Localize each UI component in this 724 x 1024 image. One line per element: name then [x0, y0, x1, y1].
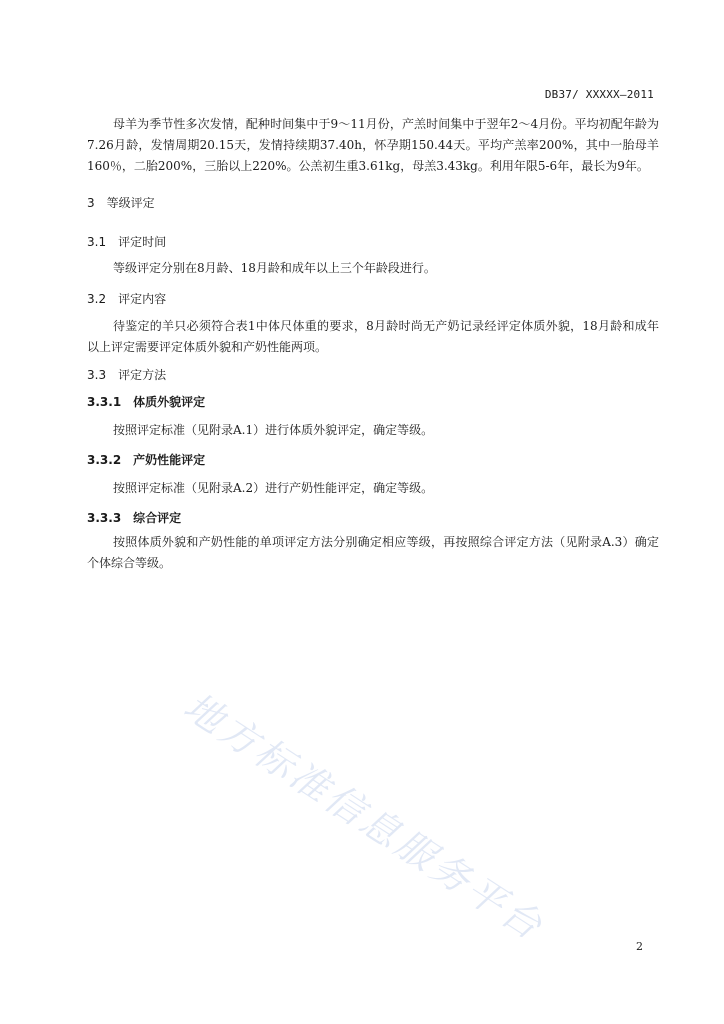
- section-3-3-2-number: 3.3.2: [87, 453, 122, 467]
- section-3-1-title: 评定时间: [118, 235, 167, 249]
- section-3-1-number: 3.1: [87, 235, 107, 249]
- section-3-2-number: 3.2: [87, 292, 107, 306]
- section-3-3-3-title: 综合评定: [133, 511, 182, 525]
- section-3-1-text: 等级评定分别在8月龄、18月龄和成年以上三个年龄段进行。: [113, 261, 436, 275]
- section-3-3-2-heading: [87, 451, 205, 468]
- section-3-3-3-heading: [87, 509, 181, 526]
- section-3-3-title: 评定方法: [118, 368, 167, 382]
- section-3-2-title: 评定内容: [118, 292, 167, 306]
- section-3-heading: [87, 194, 155, 211]
- section-3-3-1-number: 3.3.1: [87, 395, 122, 409]
- section-3-number: 3: [87, 196, 95, 210]
- page-number: 2: [636, 940, 643, 953]
- intro-paragraph: 母羊为季节性多次发情，配种时间集中于9～11月份，产羔时间集中于翌年2～4月份。平均初配年龄为7.26月龄，发情周期20.15天，发情持续期37.40h，怀孕期150.44天。平均产羔率200%，其中一胎母羊160％，二胎200%，三胎以上220%。公羔初生重3.61kg，母羔3.43kg。利用年限5-6年，最长为9年。: [87, 117, 659, 173]
- section-3-3-1-text: 按照评定标准（见附录A.1）进行体质外貌评定，确定等级。: [113, 423, 434, 437]
- section-3-3-number: 3.3: [87, 368, 107, 382]
- section-3-3-3-number: 3.3.3: [87, 511, 122, 525]
- section-3-3-2-title: 产奶性能评定: [133, 453, 206, 467]
- section-3-1-heading: [87, 233, 166, 250]
- section-3-2-text: 待鉴定的羊只必须符合表1中体尺体重的要求，8月龄时尚无产奶记录经评定体质外貌，18月龄和成年以上评定需要评定体质外貌和产奶性能两项。: [87, 319, 659, 354]
- section-3-2-heading: [87, 290, 166, 307]
- section-3-3-2-text: 按照评定标准（见附录A.2）进行产奶性能评定，确定等级。: [113, 481, 434, 495]
- section-3-3-heading: [87, 366, 166, 383]
- section-3-3-1-heading: [87, 393, 205, 410]
- watermark-text: 地方标准信息服务平台: [176, 683, 553, 950]
- document-code: DB37/ XXXXX—2011: [544, 88, 654, 101]
- section-3-title: 等级评定: [106, 196, 155, 210]
- section-3-3-3-text: 按照体质外貌和产奶性能的单项评定方法分别确定相应等级，再按照综合评定方法（见附录A.3）确定个体综合等级。: [87, 535, 659, 570]
- section-3-3-1-title: 体质外貌评定: [133, 395, 206, 409]
